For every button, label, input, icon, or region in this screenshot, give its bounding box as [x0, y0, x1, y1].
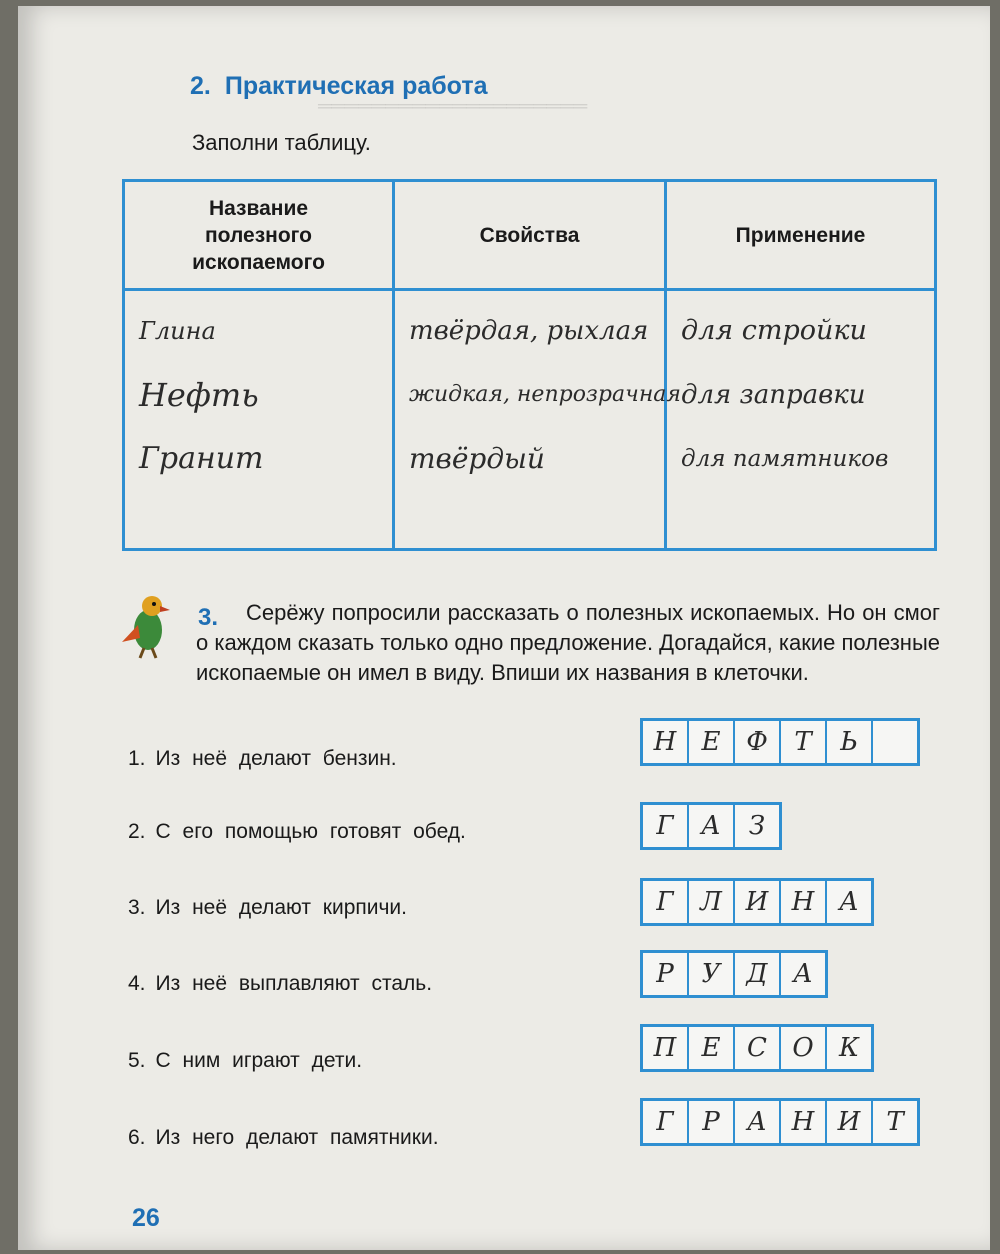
section-number: 2. — [190, 72, 211, 100]
answer-cell[interactable]: Е — [689, 721, 735, 763]
answer-cell[interactable]: Н — [643, 721, 689, 763]
row3-properties: твёрдый — [409, 442, 545, 475]
answer-cell[interactable]: Г — [643, 881, 689, 923]
answer-cells-6[interactable] — [640, 1098, 920, 1146]
section-title — [190, 72, 487, 101]
row1-properties: твёрдая, рыхлая — [409, 316, 649, 346]
answer-cell[interactable]: И — [735, 881, 781, 923]
row2-properties: жидкая, непрозрачная — [409, 382, 681, 407]
bleed-through-text: ════════════════════ — [318, 96, 588, 117]
answer-cell[interactable]: Т — [886, 1107, 904, 1137]
question-text: Из неё выплавляют сталь. — [155, 972, 433, 995]
minerals-table — [122, 179, 937, 551]
row1-usage: для стройки — [681, 315, 867, 346]
row3-usage: для памятников — [681, 446, 889, 472]
parrot-icon — [118, 590, 178, 660]
question-1 — [128, 747, 397, 771]
answer-cell[interactable]: А — [839, 887, 859, 917]
row1-name: Глина — [139, 317, 216, 345]
answer-cell[interactable]: Р — [643, 953, 689, 995]
question-text: С ним играют дети. — [155, 1049, 363, 1072]
question-text: Из неё делают кирпичи. — [155, 896, 407, 919]
answer-cells-4[interactable] — [640, 950, 828, 998]
question-text: С его помощью готовят обед. — [155, 820, 466, 843]
answer-cells-1[interactable] — [640, 718, 920, 766]
table-header-row — [124, 181, 936, 290]
answer-cell[interactable]: А — [689, 805, 735, 847]
answer-cell[interactable]: Д — [735, 953, 781, 995]
question-5 — [128, 1049, 362, 1073]
header-name: Название полезного ископаемого — [124, 181, 394, 290]
header-properties: Свойства — [394, 181, 666, 290]
instruction-text: Заполни таблицу. — [192, 130, 371, 155]
page-number: 26 — [132, 1204, 160, 1232]
question-4 — [128, 972, 432, 996]
answer-cells-5[interactable] — [640, 1024, 874, 1072]
question-2 — [128, 820, 466, 844]
cell-names[interactable] — [124, 290, 394, 550]
section-title-text: Практическая работа — [224, 72, 488, 100]
question-number: 1. — [128, 747, 146, 770]
answer-cell[interactable]: Ь — [827, 721, 873, 763]
workbook-page — [18, 6, 990, 1250]
answer-cell[interactable]: Ф — [735, 721, 781, 763]
answer-cell[interactable]: З — [748, 811, 766, 841]
question-number: 6. — [128, 1126, 146, 1149]
answer-cell[interactable]: П — [643, 1027, 689, 1069]
answer-cell[interactable]: Г — [643, 805, 689, 847]
question-6 — [128, 1126, 439, 1150]
cell-properties[interactable] — [394, 290, 681, 550]
answer-cells-2[interactable] — [640, 802, 782, 850]
question-3 — [128, 896, 407, 920]
answer-cell[interactable]: Т — [781, 721, 827, 763]
answer-cell[interactable]: Р — [689, 1101, 735, 1143]
answer-cell[interactable]: У — [689, 953, 735, 995]
question-number: 3. — [128, 896, 146, 919]
answer-cell[interactable]: К — [838, 1033, 860, 1063]
answer-cell[interactable]: С — [735, 1027, 781, 1069]
row2-name: Нефть — [139, 376, 259, 414]
question-text: Из него делают памятники. — [155, 1126, 439, 1149]
answer-cell[interactable]: Г — [643, 1101, 689, 1143]
task3-number: 3. — [198, 604, 219, 631]
answer-cell[interactable]: Е — [689, 1027, 735, 1069]
row3-name: Гранит — [139, 441, 264, 476]
answer-cell[interactable] — [873, 721, 917, 763]
row2-usage: для заправки — [681, 380, 866, 410]
header-usage: Применение — [666, 181, 936, 290]
answer-cell[interactable]: О — [781, 1027, 827, 1069]
cell-usage[interactable] — [666, 290, 936, 550]
answer-cell[interactable]: Л — [689, 881, 735, 923]
table-body-row — [124, 290, 936, 550]
answer-cell[interactable]: И — [827, 1101, 873, 1143]
answer-cells-3[interactable] — [640, 878, 874, 926]
question-number: 2. — [128, 820, 146, 843]
answer-cell[interactable]: А — [735, 1101, 781, 1143]
question-number: 4. — [128, 972, 146, 995]
answer-cell[interactable]: Н — [781, 1101, 827, 1143]
answer-cell[interactable]: Н — [781, 881, 827, 923]
question-text: Из неё делают бензин. — [155, 747, 397, 770]
task3-text: Серёжу попросили рассказать о полезных ископаемых. Но он смог о каждом сказать только одно предложение. Догадайся, какие полезные ископаемые он имел в виду. Впиши их названия в клеточки. — [196, 600, 940, 685]
question-number: 5. — [128, 1049, 146, 1072]
answer-cell[interactable]: А — [793, 959, 813, 989]
